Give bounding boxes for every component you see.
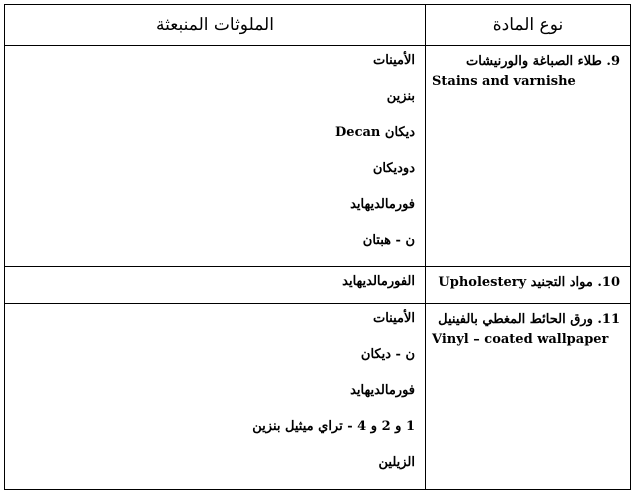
table-header-row	[5, 5, 631, 46]
material-name-en: Vinyl – coated wallpaper	[432, 332, 609, 347]
pollutant-item: بنزين	[386, 89, 415, 104]
material-name-ar: 9. طلاء الصباغة والورنيشات	[465, 54, 620, 69]
header-material-type: نوع المادة	[426, 5, 631, 46]
material-name-en: Stains and varnishe	[432, 74, 576, 89]
table-row	[5, 304, 631, 490]
pollutant-item: فورمالديهايد	[350, 197, 415, 212]
pollutant-item: ن - هبتان	[362, 233, 415, 248]
pollutants-cell	[5, 46, 426, 267]
pollutant-item: الفورمالديهايد	[342, 274, 415, 289]
pollutant-item: ديكان Decan	[335, 125, 415, 140]
pollutants-cell	[5, 267, 426, 304]
material-cell	[426, 46, 631, 267]
material-name-ar: 11. ورق الحائط المغطي بالفينيل	[438, 312, 620, 327]
pollutant-item: فورمالديهايد	[350, 383, 415, 398]
pollutant-item: الأمينات	[372, 53, 415, 68]
material-cell	[426, 304, 631, 490]
pollutants-cell	[5, 304, 426, 490]
material-cell	[426, 267, 631, 304]
pollutant-item: ن - ديكان	[360, 347, 415, 362]
table-row	[5, 267, 631, 304]
table-row	[5, 46, 631, 267]
pollutant-item: 1 و 2 و 4 - تراي ميثيل بنزين	[252, 419, 415, 434]
material-name-ar: 10. مواد التجنيد Upholestery	[438, 275, 620, 290]
pollutant-item: دوديكان	[372, 161, 415, 176]
pollutant-item: الزيلين	[378, 455, 415, 470]
header-pollutants: الملوثات المنبعثة	[5, 5, 426, 46]
pollutant-item: الأمينات	[372, 311, 415, 326]
materials-pollutants-table	[4, 4, 631, 490]
